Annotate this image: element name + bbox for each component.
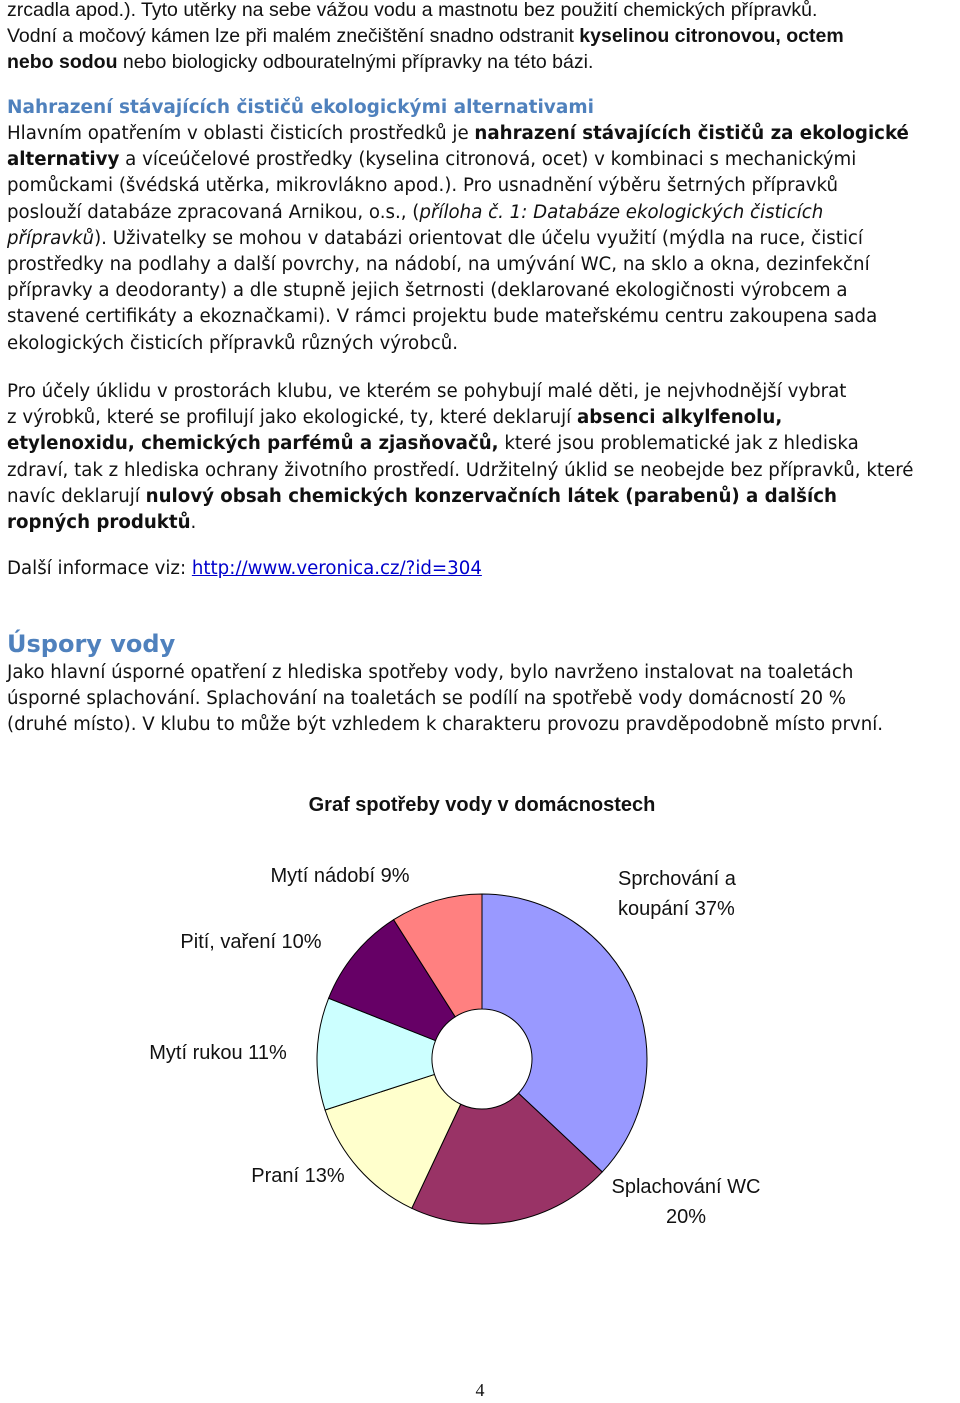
bold-text: alternativy [7,149,120,171]
label-line: Sprchování a [618,868,736,890]
bold-text: kyselinou citronovou, octem [579,25,844,47]
text-line: stavené certifikáty a ekoznačkami). V rámci projektu bude mateřskému centru zakoupena sada [7,306,878,328]
text-line [7,510,959,536]
more-info-line [7,556,482,582]
text-line [7,147,959,173]
bold-text: nulový obsah chemických konzervačních látek (parabenů) a dalších [145,485,837,507]
text-line [7,121,959,147]
pie-slice-label [271,865,410,887]
text-span: a víceúčelové prostředky (kyselina citronová, ocet) v kombinaci s mechanickými [119,149,857,171]
text-span: Hlavním opatřením v oblasti čisticích prostředků je [7,123,475,144]
pie-slice-label [149,1042,287,1064]
bold-text: ropných produktů [7,512,191,534]
pie-slice-label [618,868,737,920]
text-line: úsporné splachování. Splachování na toaletách se podílí na spotřebě vody domácností 20 % [7,688,847,710]
bold-text: nebo sodou [7,51,118,73]
text-line: Jako hlavní úsporné opatření z hlediska spotřeby vody, bylo navrženo instalovat na toaletách [7,662,854,683]
text-span: poslouží databáze zpracovaná Arnikou, o.s., ( [7,201,420,223]
more-info-label: Další informace viz: [7,558,192,579]
text-span: které jsou problematické jak z hlediska [498,433,859,455]
pie-slice-label [612,1176,761,1228]
text-line: pomůckami (švédská utěrka, mikrovlákno apod.). Pro usnadnění výběru šetrných přípravků [7,175,839,197]
text-line: Pro účely úklidu v prostorách klubu, ve kterém se pohybují malé děti, je nejvhodnější vybrat [7,381,847,402]
text-line: zrcadla apod.). Tyto utěrky na sebe vážou vodu a mastnotu bez použití chemických přípravků. [7,0,818,21]
chart-title: Graf spotřeby vody v domácnostech [308,794,656,816]
label-line: 20% [665,1206,707,1228]
text-line [7,405,959,431]
text-span: Vodní a močový kámen lze při malém znečištění snadno odstranit [7,25,580,47]
paragraph-cleaning-cloths [7,0,957,75]
text-line: ekologických čisticích přípravků různých výrobců. [7,332,459,354]
text-line [7,23,957,49]
bold-text: absenci alkylfenolu, [577,407,783,429]
text-span: ). Uživatelky se mohou v databázi orientovat dle účelu využití (mýdla na ruce, čisticí [94,227,863,249]
paragraph-cleaning-products [7,379,959,536]
label-line: Praní 13% [251,1165,345,1187]
text-line: přípravky a deodoranty) a dle stupně jejich šetrnosti (deklarované ekologičnosti výrobcem a [7,280,848,302]
bold-text: etylenoxidu, chemických parfémů a zjasňovačů, [7,433,499,455]
text-line: (druhé místo). V klubu to může být vzhledem k charakteru provozu pravděpodobně místo první. [7,714,884,736]
paragraph-water-savings [7,660,959,739]
text-span: . [190,512,197,534]
paragraph-alternatives [7,121,959,357]
veronica-link[interactable]: http://www.veronica.cz/?id=304 [191,558,482,579]
label-line: Mytí rukou 11% [149,1042,287,1064]
pie-slices [317,894,647,1224]
text-span: navíc deklarují [7,485,146,507]
text-line [7,49,957,75]
pie-slice-label [251,1165,345,1187]
text-line: zdraví, tak z hlediska ochrany životního prostředí. Udržitelný úklid se neobejde bez přípravků, které [7,459,914,481]
label-line: Pití, vaření 10% [180,931,322,953]
text-line [7,431,959,457]
water-consumption-chart [0,770,960,1250]
text-span: nebo biologicky odbouratelnými přípravky na této bázi. [117,51,594,73]
text-line: prostředky na podlahy a další povrchy, na nádobí, na umývání WC, na sklo a okna, dezinfekční [7,254,870,276]
pie-slice-label [180,931,321,953]
text-line [7,484,959,510]
label-line: Mytí nádobí 9% [270,865,410,887]
text-span: z výrobků, které se profilují jako ekologické, ty, které deklarují [7,407,578,429]
label-line: koupání 37% [618,898,735,920]
bold-text: nahrazení stávajících čističů za ekologické [474,123,909,144]
italic-text: přípravků [7,227,95,249]
label-line: Splachování WC [611,1176,761,1198]
text-line [7,226,959,252]
heading-water-savings: Úspory vody [7,630,176,658]
text-line [7,200,959,226]
italic-text: příloha č. 1: Databáze ekologických čisticích [419,201,824,223]
heading-alternatives: Nahrazení stávajících čističů ekologickými alternativami [7,97,594,118]
page-number: 4 [475,1380,485,1400]
